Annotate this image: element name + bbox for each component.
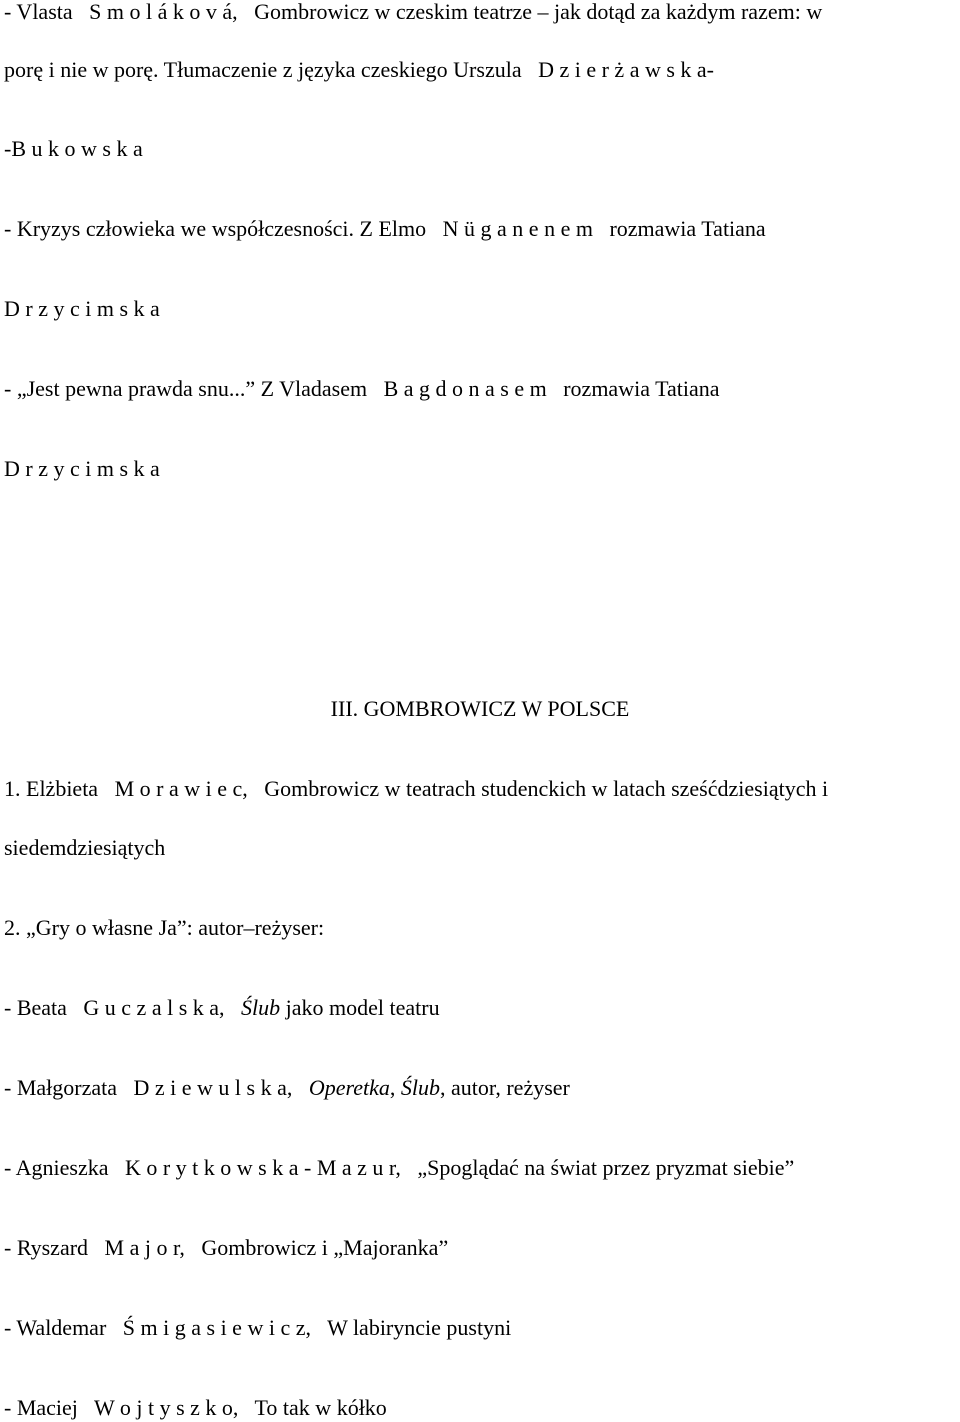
item-1-line1: 1. Elżbieta M o r a w i e c, Gombrowicz w teatrach studenckich w latach sześćdziesiątych i [4,776,829,801]
section-heading: III. GOMBROWICZ W POLSCE [330,696,630,721]
item-2-heading: 2. „Gry o własne Ja”: autor–reżyser: [4,915,325,940]
entry-dziewulska-title1: Operetka [308,1075,390,1100]
entry-guczalska-title: Ślub [241,995,281,1020]
entry-nuganen-line2: D r z y c i m s k a [4,296,160,321]
entry-smolakova-line1: - Vlasta S m o l á k o v á, Gombrowicz w czeskim teatrze – jak dotąd za każdym razem: w [4,0,823,24]
entry-dziewulska-prefix: - Małgorzata D z i e w u l s k a, [4,1075,309,1100]
entry-dziewulska-title2: Ślub [400,1075,441,1100]
entry-major: - Ryszard M a j o r, Gombrowicz i „Majoranka” [4,1235,449,1260]
entry-korytkowska: - Agnieszka K o r y t k o w s k a - M a z u r, „Spoglądać na świat przez pryzmat siebie” [4,1155,795,1180]
entry-dziewulska [4,1074,570,1102]
entry-guczalska-prefix: - Beata G u c z a l s k a, [4,995,242,1020]
entry-wojtyszko: - Maciej W o j t y s z k o, To tak w kółko [4,1395,387,1420]
entry-guczalska [4,994,440,1022]
entry-smolakova-line3: -B u k o w s k a [4,136,143,161]
entry-nuganen-line1: - Kryzys człowieka we współczesności. Z Elmo N ü g a n e n e m rozmawia Tatiana [4,216,766,241]
entry-smigasiewicz: - Waldemar Ś m i g a s i e w i c z, W labiryncie pustyni [4,1315,512,1340]
entry-dziewulska-suffix: , autor, reżyser [440,1075,570,1100]
entry-bagdonas-line2: D r z y c i m s k a [4,456,160,481]
entry-smolakova-line2: porę i nie w porę. Tłumaczenie z języka czeskiego Urszula D z i e r ż a w s k a- [4,57,715,82]
item-1-line2: siedemdziesiątych [4,835,166,860]
entry-guczalska-suffix: jako model teatru [280,995,440,1020]
entry-dziewulska-sep: , [389,1075,401,1100]
entry-bagdonas-line1: - „Jest pewna prawda snu...” Z Vladasem B a g d o n a s e m rozmawia Tatiana [4,376,720,401]
